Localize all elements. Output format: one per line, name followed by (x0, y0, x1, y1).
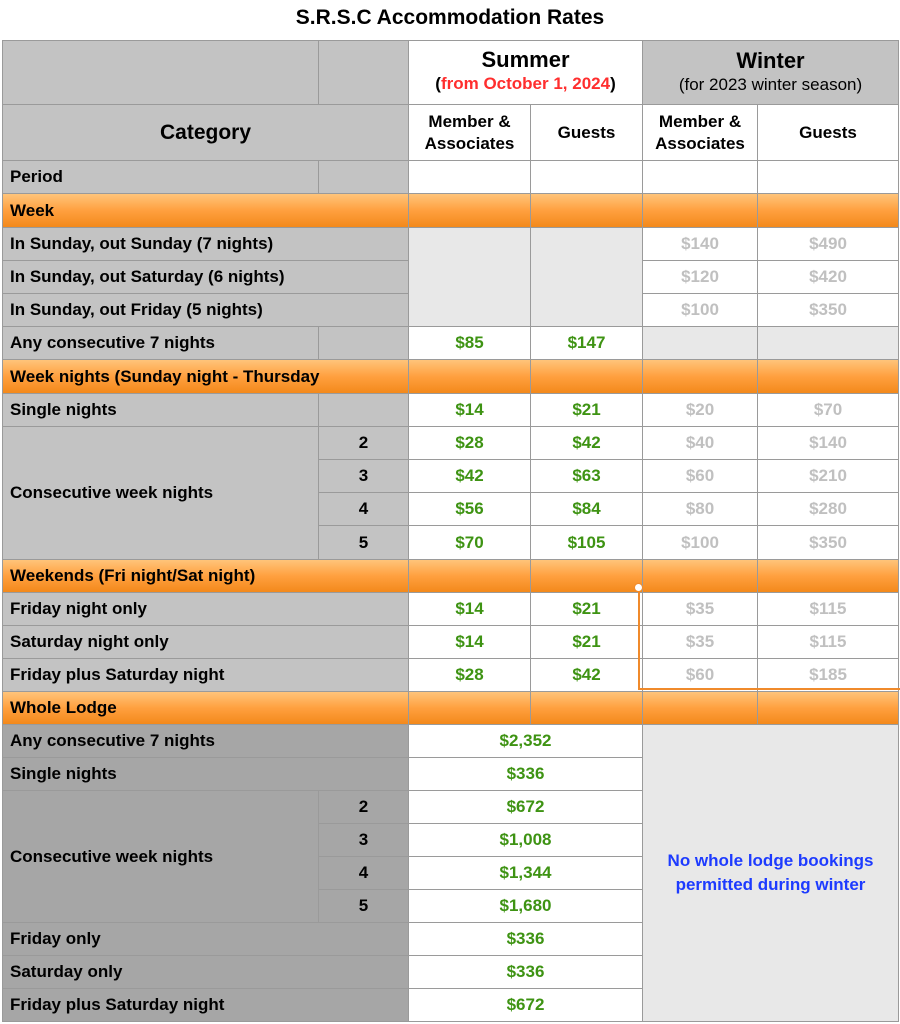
category-header: Category (2, 104, 409, 161)
whole-lodge-nights-value[interactable]: $1,344 (408, 856, 643, 890)
week-consecutive-winter-guests[interactable] (757, 326, 899, 360)
week-summer-member-empty[interactable] (408, 227, 531, 327)
weeknights-nights-count[interactable]: 2 (318, 426, 409, 460)
week-row-label[interactable]: In Sunday, out Saturday (6 nights) (2, 260, 409, 294)
section-week-col-winter-member[interactable] (642, 193, 758, 228)
whole-lodge-consecutive7-value[interactable]: $2,352 (408, 724, 643, 758)
section-weeknights-col-summer-guests[interactable] (530, 359, 643, 394)
weeknights-summer-member[interactable]: $28 (408, 426, 531, 460)
weeknights-single-winter-guests[interactable]: $70 (757, 393, 899, 427)
period-sm[interactable] (408, 160, 531, 194)
weeknights-nights-count[interactable]: 4 (318, 492, 409, 526)
whole-lodge-consecutive7-label[interactable]: Any consecutive 7 nights (2, 724, 409, 758)
period-wg[interactable] (757, 160, 899, 194)
period-sg[interactable] (530, 160, 643, 194)
week-consecutive-winter-member[interactable] (642, 326, 758, 360)
whole-lodge-nights-count[interactable]: 2 (318, 790, 409, 824)
week-consecutive-summer-guests[interactable]: $147 (530, 326, 643, 360)
weeknights-summer-guests[interactable]: $84 (530, 492, 643, 526)
section-week-col-summer-member[interactable] (408, 193, 531, 228)
section-weeknights-col-summer-member[interactable] (408, 359, 531, 394)
section-week[interactable]: Week (2, 193, 409, 228)
whole-lodge-winter-note: No whole lodge bookings permitted during winter (667, 851, 874, 894)
weeknights-consecutive-label[interactable]: Consecutive week nights (2, 426, 319, 560)
section-weeknights[interactable]: Week nights (Sunday night - Thursday (2, 359, 409, 394)
weeknights-winter-member[interactable]: $60 (642, 459, 758, 493)
section-whole-lodge-col-summer-member[interactable] (408, 691, 531, 725)
weekend-summer-member[interactable]: $14 (408, 625, 531, 659)
weeknights-summer-guests[interactable]: $63 (530, 459, 643, 493)
week-row-winter-member[interactable]: $120 (642, 260, 758, 294)
whole-lodge-saturday-value[interactable]: $336 (408, 955, 643, 989)
header-corner (2, 40, 319, 105)
summer-date-line (435, 72, 615, 97)
weeknights-winter-guests[interactable]: $350 (757, 525, 899, 560)
weeknights-nights-count[interactable]: 3 (318, 459, 409, 493)
weeknights-single-summer-guests[interactable]: $21 (530, 393, 643, 427)
weeknights-nights-count[interactable]: 5 (318, 525, 409, 560)
weekend-row-label[interactable]: Saturday night only (2, 625, 409, 659)
section-weekends[interactable]: Weekends (Fri night/Sat night) (2, 559, 409, 593)
week-consecutive-num[interactable] (318, 326, 409, 360)
whole-lodge-saturday-label[interactable]: Saturday only (2, 955, 409, 989)
summer-date: from October 1, 2024 (440, 74, 611, 93)
week-summer-guests-empty[interactable] (530, 227, 643, 327)
section-week-col-summer-guests[interactable] (530, 193, 643, 228)
weekend-summer-guests[interactable]: $21 (530, 625, 643, 659)
whole-lodge-nights-count[interactable]: 3 (318, 823, 409, 857)
section-weeknights-col-winter-guests[interactable] (757, 359, 899, 394)
week-row-winter-member[interactable]: $100 (642, 293, 758, 327)
section-whole-lodge-col-winter-guests[interactable] (757, 691, 899, 725)
weekend-winter-guests[interactable]: $115 (757, 592, 899, 626)
week-row-winter-guests[interactable]: $420 (757, 260, 899, 294)
selection-outline-left (638, 587, 640, 690)
weeknights-single-winter-member[interactable]: $20 (642, 393, 758, 427)
week-row-winter-guests[interactable]: $490 (757, 227, 899, 261)
weekend-winter-guests[interactable]: $185 (757, 658, 899, 692)
whole-lodge-nights-value[interactable]: $1,008 (408, 823, 643, 857)
winter-header (642, 40, 899, 105)
weekend-summer-member[interactable]: $14 (408, 592, 531, 626)
section-weeknights-col-winter-member[interactable] (642, 359, 758, 394)
weekend-summer-guests[interactable]: $42 (530, 658, 643, 692)
whole-lodge-nights-count[interactable]: 5 (318, 889, 409, 923)
winter-subtitle: (for 2023 winter season) (678, 74, 863, 94)
winter-member-header: Member & Associates (642, 104, 758, 161)
whole-lodge-fri-sat-label[interactable]: Friday plus Saturday night (2, 988, 409, 1022)
section-whole-lodge-col-winter-member[interactable] (642, 691, 758, 725)
section-whole-lodge[interactable]: Whole Lodge (2, 691, 409, 725)
weeknights-single-label[interactable]: Single nights (2, 393, 319, 427)
weekend-winter-member[interactable]: $35 (642, 592, 758, 626)
weeknights-summer-member[interactable]: $56 (408, 492, 531, 526)
section-weekends-col-winter-member[interactable] (642, 559, 758, 593)
weeknights-summer-member[interactable]: $70 (408, 525, 531, 560)
period-label[interactable]: Period (2, 160, 319, 194)
whole-lodge-single-label[interactable]: Single nights (2, 757, 409, 791)
period-num[interactable] (318, 160, 409, 194)
weekend-winter-member[interactable]: $35 (642, 625, 758, 659)
weeknights-single-summer-member[interactable]: $14 (408, 393, 531, 427)
summer-header (408, 40, 643, 105)
whole-lodge-nights-count[interactable]: 4 (318, 856, 409, 890)
page-title: S.R.S.C Accommodation Rates (295, 6, 605, 29)
weekend-row-label[interactable]: Friday night only (2, 592, 409, 626)
whole-lodge-consecutive-label[interactable]: Consecutive week nights (2, 790, 319, 923)
weeknights-winter-guests[interactable]: $210 (757, 459, 899, 493)
week-row-winter-guests[interactable]: $350 (757, 293, 899, 327)
week-row-label[interactable]: In Sunday, out Sunday (7 nights) (2, 227, 409, 261)
weeknights-winter-guests[interactable]: $280 (757, 492, 899, 526)
whole-lodge-fri-sat-value[interactable]: $672 (408, 988, 643, 1022)
week-consecutive-summer-member[interactable]: $85 (408, 326, 531, 360)
weeknights-summer-guests[interactable]: $42 (530, 426, 643, 460)
week-consecutive-label[interactable]: Any consecutive 7 nights (2, 326, 319, 360)
weeknights-winter-member[interactable]: $100 (642, 525, 758, 560)
weeknights-winter-member[interactable]: $40 (642, 426, 758, 460)
section-whole-lodge-col-summer-guests[interactable] (530, 691, 643, 725)
weekend-summer-member[interactable]: $28 (408, 658, 531, 692)
summer-guests-header: Guests (530, 104, 643, 161)
selection-outline-bottom (638, 688, 900, 690)
weekend-winter-guests[interactable]: $115 (757, 625, 899, 659)
winter-guests-header: Guests (757, 104, 899, 161)
section-weekends-col-summer-member[interactable] (408, 559, 531, 593)
whole-lodge-winter-cell[interactable] (642, 724, 899, 1022)
summer-title: Summer (481, 47, 570, 72)
weeknights-single-num[interactable] (318, 393, 409, 427)
whole-lodge-single-value[interactable]: $336 (408, 757, 643, 791)
weeknights-summer-guests[interactable]: $105 (530, 525, 643, 560)
weeknights-winter-guests[interactable]: $140 (757, 426, 899, 460)
paren-close: ) (610, 74, 616, 93)
week-row-label[interactable]: In Sunday, out Friday (5 nights) (2, 293, 409, 327)
selection-handle (634, 583, 643, 592)
section-weekends-col-summer-guests[interactable] (530, 559, 643, 593)
header-corner-num (318, 40, 409, 105)
paren-open: ( (435, 74, 441, 93)
week-row-winter-member[interactable]: $140 (642, 227, 758, 261)
whole-lodge-friday-label[interactable]: Friday only (2, 922, 409, 956)
weeknights-winter-member[interactable]: $80 (642, 492, 758, 526)
whole-lodge-friday-value[interactable]: $336 (408, 922, 643, 956)
summer-member-header: Member & Associates (408, 104, 531, 161)
whole-lodge-nights-value[interactable]: $1,680 (408, 889, 643, 923)
section-weekends-col-winter-guests[interactable] (757, 559, 899, 593)
weekend-winter-member[interactable]: $60 (642, 658, 758, 692)
weekend-summer-guests[interactable]: $21 (530, 592, 643, 626)
period-wm[interactable] (642, 160, 758, 194)
weekend-row-label[interactable]: Friday plus Saturday night (2, 658, 409, 692)
section-week-col-winter-guests[interactable] (757, 193, 899, 228)
whole-lodge-nights-value[interactable]: $672 (408, 790, 643, 824)
weeknights-summer-member[interactable]: $42 (408, 459, 531, 493)
winter-title: Winter (736, 47, 805, 73)
